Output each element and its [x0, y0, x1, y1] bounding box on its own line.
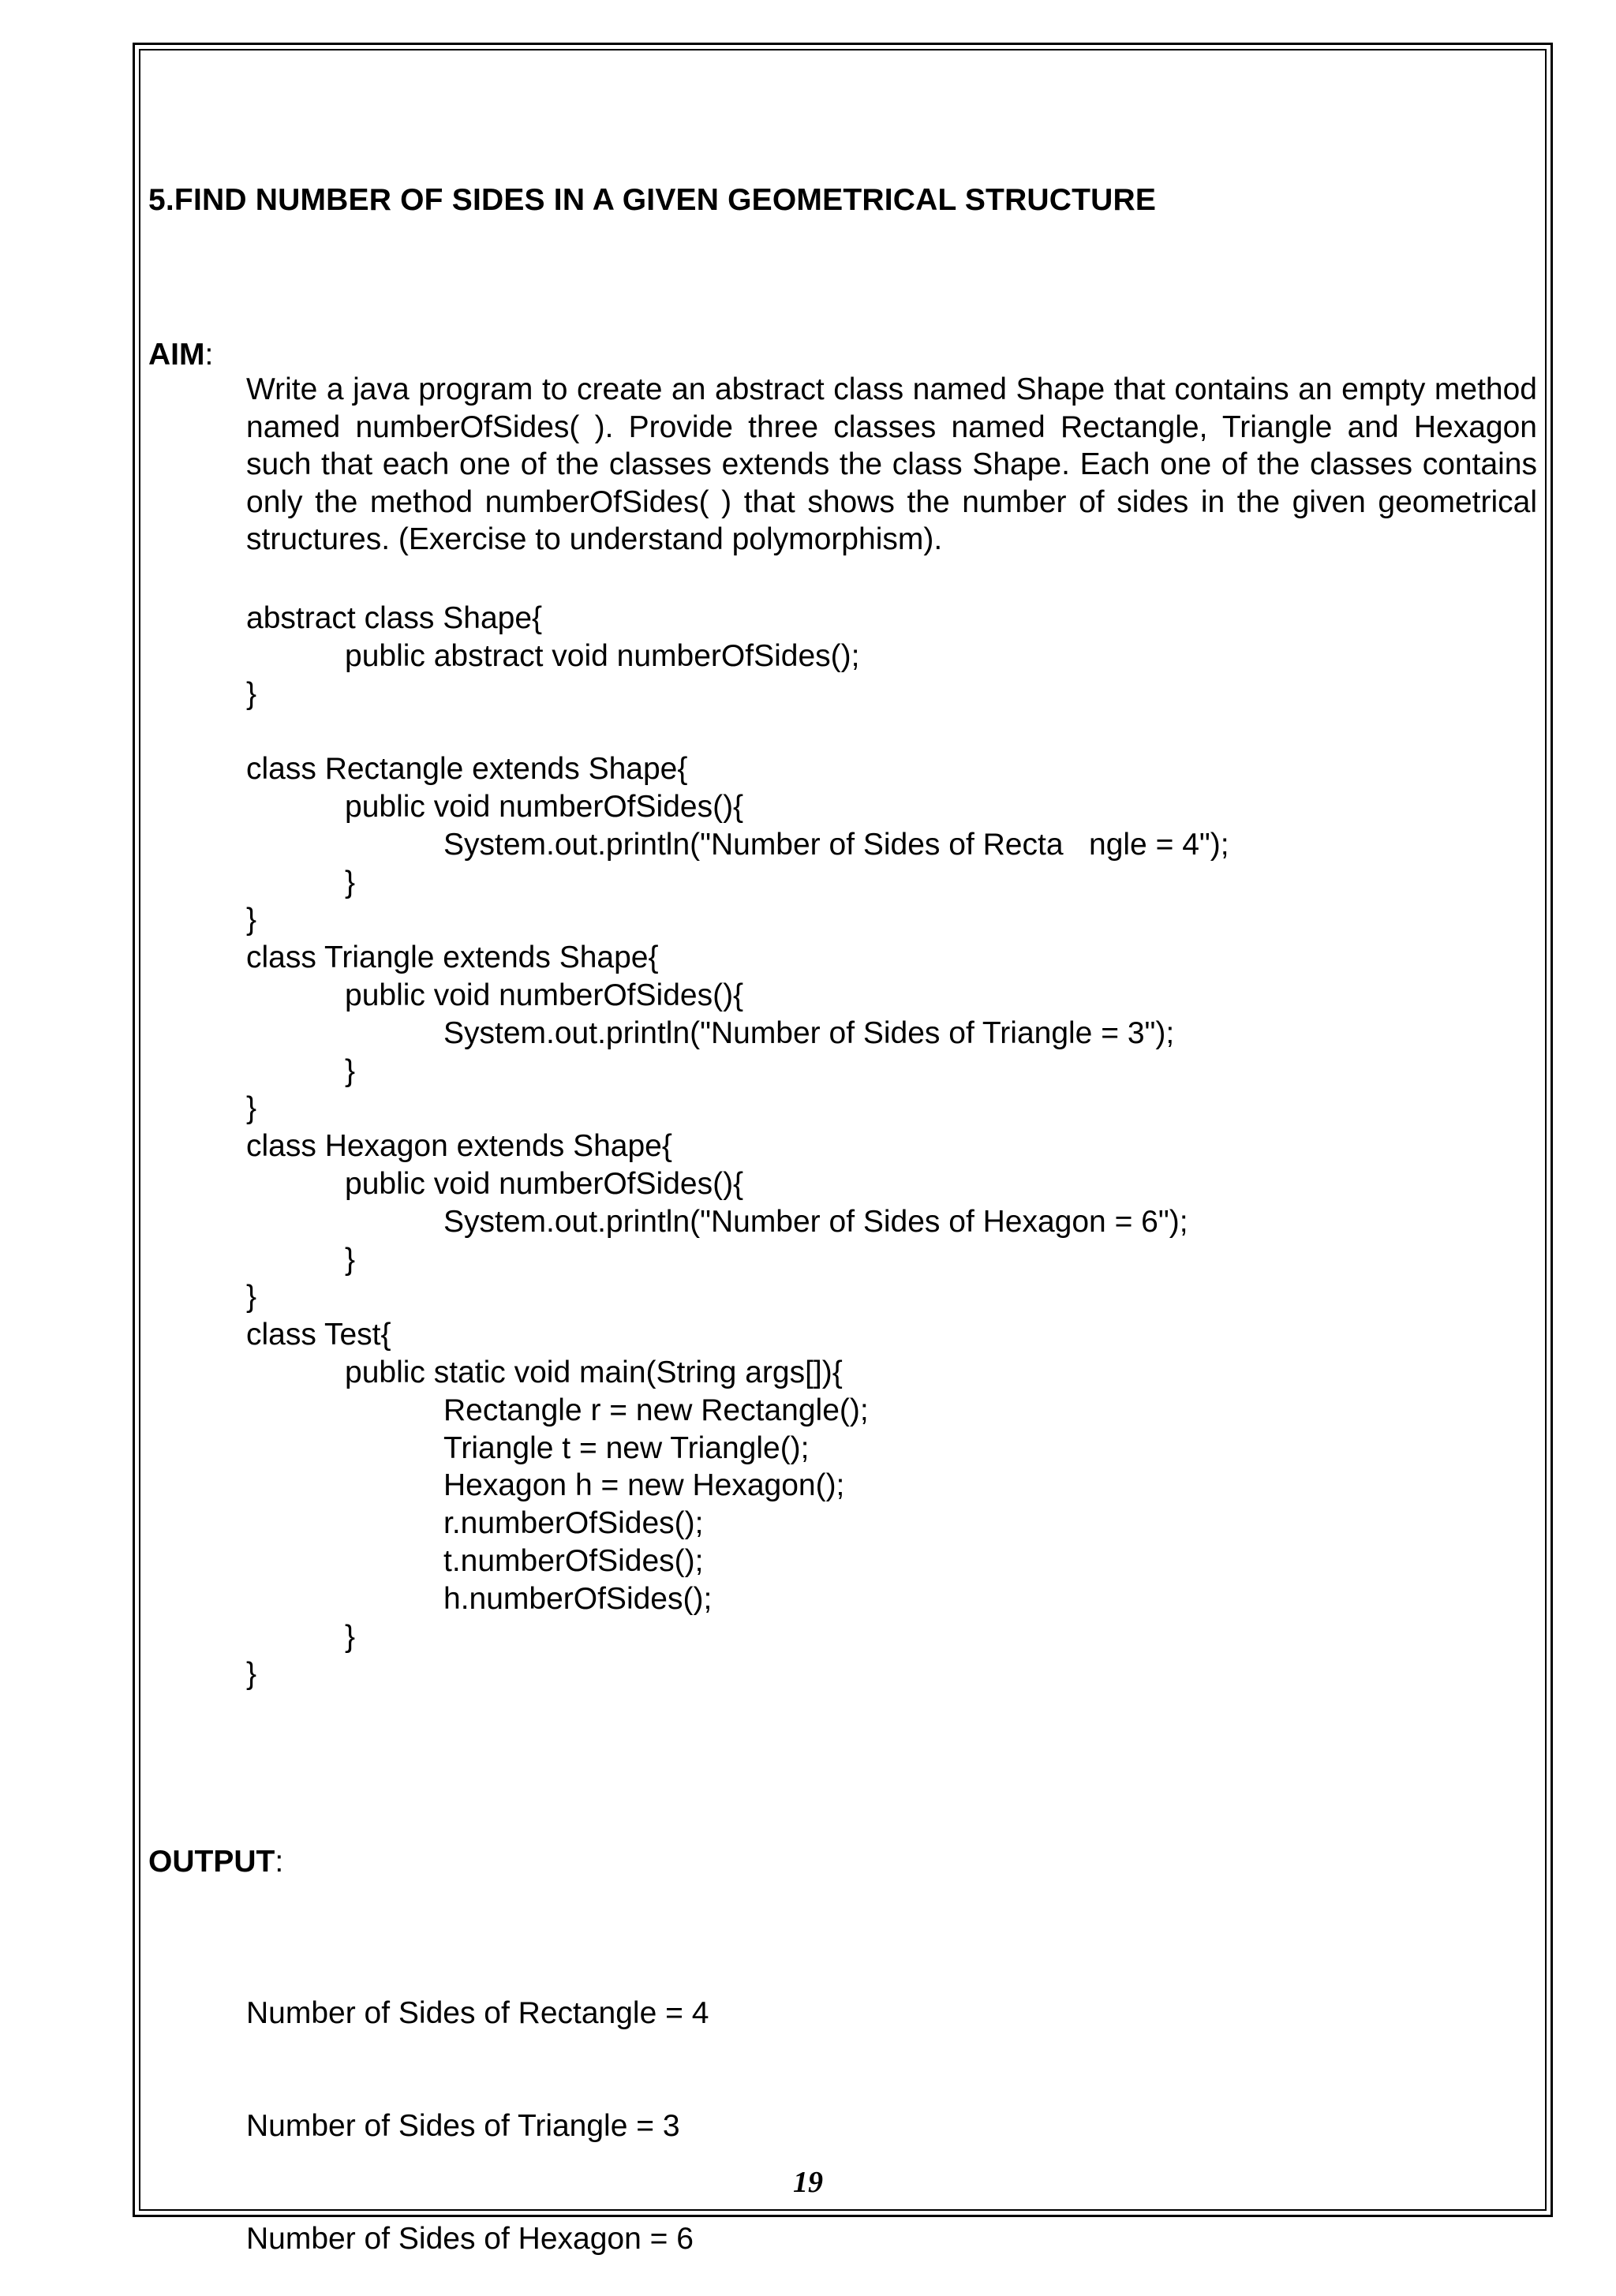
code-listing [246, 600, 1229, 1693]
code-line: class Test{ [246, 1318, 391, 1352]
output-line: Number of Sides of Rectangle = 4 [246, 1995, 709, 2030]
code-line: t.numberOfSides(); [443, 1543, 704, 1578]
code-line: public static void main(String args[]){ [345, 1355, 843, 1389]
code-line: } [246, 676, 257, 711]
code-line: } [345, 1619, 356, 1654]
code-line: public abstract void numberOfSides(); [345, 638, 860, 673]
code-line: System.out.println("Number of Sides of Hexagon = 6"); [443, 1204, 1188, 1239]
code-line: public void numberOfSides(){ [345, 789, 744, 824]
aim-label-text: AIM [148, 338, 205, 372]
section-heading: 5.FIND NUMBER OF SIDES IN A GIVEN GEOMETRICAL STRUCTURE [148, 183, 1157, 217]
code-line: } [246, 1657, 257, 1692]
aim-label [148, 338, 213, 372]
aim-label-colon: : [204, 338, 214, 372]
code-line: class Triangle extends Shape{ [246, 940, 659, 975]
code-line: class Hexagon extends Shape{ [246, 1129, 672, 1164]
code-line: h.numberOfSides(); [443, 1581, 713, 1616]
code-line: } [246, 903, 257, 937]
output-label-colon: : [275, 1845, 284, 1879]
code-line: abstract class Shape{ [246, 601, 543, 635]
code-line: public void numberOfSides(){ [345, 978, 744, 1012]
output-label [148, 1845, 283, 1879]
code-line: r.numberOfSides(); [443, 1506, 704, 1541]
code-line: } [345, 1053, 356, 1088]
code-line: Rectangle r = new Rectangle(); [443, 1393, 869, 1427]
output-line: Number of Sides of Triangle = 3 [246, 2108, 680, 2143]
code-blank-line [246, 712, 1229, 750]
aim-description: Write a java program to create an abstract class named Shape that contains an empty method named numberOfSides( ). Provide three classes named Rectangle, Triangle and Hexagon such that each one of the classes extends the class Shape. Each one of the classes contains only the method numberOfSides( ) that shows the number of sides in the given geometrical structures. (Exercise to understand polymorphism). [246, 372, 1537, 556]
output-line: Number of Sides of Hexagon = 6 [246, 2222, 694, 2257]
code-line: System.out.println("Number of Sides of Recta ngle = 4"); [443, 827, 1229, 862]
output-block [246, 1919, 709, 2296]
output-label-text: OUTPUT [148, 1845, 275, 1879]
code-line: } [246, 1091, 257, 1126]
code-line: class Rectangle extends Shape{ [246, 752, 688, 787]
code-line: } [345, 1242, 356, 1277]
code-line: } [345, 865, 356, 899]
code-line: Triangle t = new Triangle(); [443, 1430, 810, 1465]
code-line: Hexagon h = new Hexagon(); [443, 1468, 845, 1503]
code-line: } [246, 1280, 257, 1314]
code-line: public void numberOfSides(){ [345, 1166, 744, 1201]
page-number: 19 [793, 2166, 823, 2199]
code-line: System.out.println("Number of Sides of Triangle = 3"); [443, 1015, 1175, 1050]
